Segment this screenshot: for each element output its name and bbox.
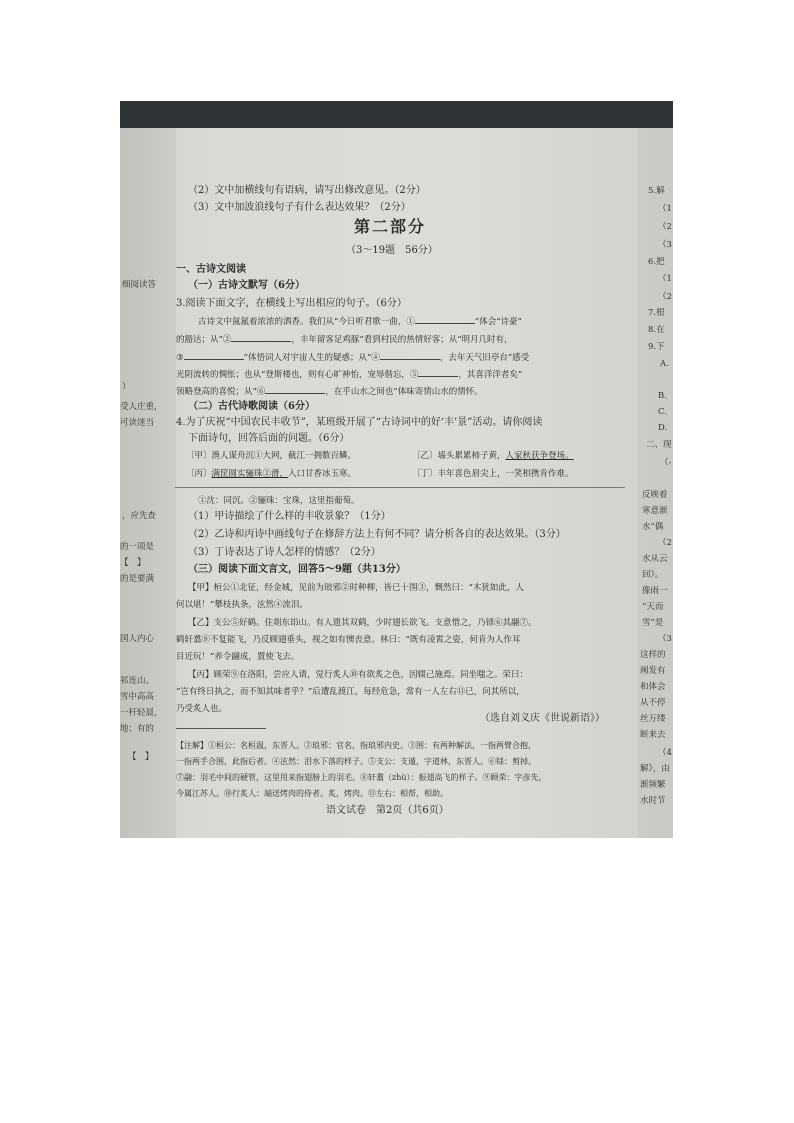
left-edge-text: 受人庄重， bbox=[120, 402, 163, 412]
q3-line bbox=[176, 383, 483, 399]
poem-ding: 〔丁〕丰年喜色眉尖上，一笑相携肯作难。 bbox=[412, 469, 574, 479]
answer-blank[interactable] bbox=[231, 331, 291, 342]
source-citation: （选自刘义庆《世说新语》） bbox=[480, 713, 605, 724]
footnote: 【注解】①桓公：名桓温，东晋人。②琅邪：官名，指琅邪内史。③围：有两种解法，一指两臂合抱， bbox=[176, 741, 536, 750]
question-2-2: （2）文中加横线句有语病，请写出修改意见。（2分） bbox=[188, 185, 426, 196]
passage-yi: 【乙】支公⑤好鹤。住剡东岇山。有人遗其双鹤，少时翅长欲飞。支意惜之，乃铩⑥其翮⑦。 bbox=[188, 618, 537, 628]
poem-text: 入口甘香冰玉寒。 bbox=[288, 469, 357, 479]
subsection-heading: （一）古诗文默写（6分） bbox=[188, 280, 305, 291]
right-edge-text: 8.在 bbox=[648, 325, 665, 335]
right-edge-text: 断来去 bbox=[640, 730, 666, 740]
q3-line bbox=[198, 313, 522, 329]
dark-background-band bbox=[120, 101, 673, 128]
q3-text: 古诗文中氤氲着浓浓的酒香。我们从“今日听君歌一曲，① bbox=[198, 317, 415, 327]
right-edge-text: 阐发有 bbox=[640, 666, 666, 676]
q3-text: ，丰年留客足鸡豚”看到村民的热情好客；从“明月几时有， bbox=[291, 335, 513, 345]
q3-text: ，其喜洋洋者矣” bbox=[458, 370, 523, 380]
poem-underlined: 人家秋获争登场。 bbox=[505, 451, 574, 461]
question-4-1: （1）甲诗描绘了什么样的丰收景象？（1分） bbox=[188, 511, 391, 522]
right-edge-text: 这样的 bbox=[640, 650, 666, 660]
divider bbox=[175, 487, 625, 488]
right-edge-text: 反映着 bbox=[642, 490, 668, 500]
right-edge-text: 渐频繁 bbox=[640, 780, 666, 790]
left-edge-text: ） bbox=[122, 382, 131, 392]
right-edge-text: 二、现 bbox=[646, 440, 672, 450]
passage-bing: 【丙】顾荣⑨在洛阳，尝应人请，觉行炙人⑩有欲炙之色，因辍己施焉。同坐嗤之。荣曰： bbox=[188, 670, 529, 680]
answer-blank[interactable] bbox=[415, 313, 475, 324]
right-edge-text: （2 bbox=[658, 222, 672, 232]
subsection-heading: （二）古代诗歌阅读（6分） bbox=[188, 401, 315, 412]
footnote: 一指两手合围，此指后者。④泫然：泪水下落的样子。⑤支公：支遁，字道林，东晋人。⑥铩：剪掉。 bbox=[176, 757, 536, 766]
left-edge-text: 细阅读答 bbox=[122, 280, 157, 290]
q3-text: 的豁达；从“② bbox=[176, 335, 232, 345]
poem-text: 〔乙〕墙头累累柿子黄， bbox=[412, 451, 506, 461]
poem-jia: 〔甲〕渔人谋舟沉①大网，截江一拥数百鳞。 bbox=[186, 451, 357, 461]
q3-line bbox=[176, 366, 522, 382]
right-edge-text: 像雨一 bbox=[642, 586, 668, 596]
passage-yi: 鹤轩翥⑧不复能飞，乃反顾翅垂头，视之如有懊丧意。林曰：“既有凌霄之姿，何肯为人作耳 bbox=[176, 635, 521, 645]
poem-bing bbox=[186, 467, 356, 481]
passage-bing: 乃受炙人也。 bbox=[176, 704, 228, 714]
right-edge-text: 雪”是 bbox=[642, 618, 664, 628]
right-edge-text: 5.解 bbox=[648, 186, 665, 196]
right-edge-text: （2 bbox=[658, 292, 672, 302]
right-edge-text: 6.把 bbox=[648, 257, 665, 267]
q3-text: ，在乎山水之间也”体味寄情山水的情怀。 bbox=[325, 387, 483, 397]
footnote-rule bbox=[176, 728, 266, 729]
right-edge-text: 从不停 bbox=[640, 698, 666, 708]
question-2-3: （3）文中加波浪线句子有什么表达效果？（2分） bbox=[188, 202, 411, 213]
q3-text: 领略登高的喜悦；从“⑥ bbox=[176, 387, 266, 397]
right-edge-text: B. bbox=[658, 391, 667, 401]
left-edge-text: ，应先查 bbox=[122, 511, 157, 521]
right-edge-text: D. bbox=[658, 423, 668, 433]
answer-blank[interactable] bbox=[265, 383, 325, 394]
left-edge-text: 雪中高高 bbox=[120, 692, 155, 702]
passage-yi: 目近玩！”养令翮成，置使飞去。 bbox=[176, 652, 300, 662]
right-edge-text: 水从云 bbox=[642, 554, 668, 564]
question-4-3: （3）丁诗表达了诗人怎样的情感？（2分） bbox=[188, 547, 381, 558]
left-edge-text: 可读迷当 bbox=[120, 418, 155, 428]
right-edge-text: 解》，由 bbox=[640, 764, 670, 774]
right-edge-text: （3 bbox=[658, 240, 672, 250]
passage-jia: 【甲】桓公①北征，经金城，见前为琅邪②时种柳，皆已十围③，慨然曰：“木犹如此，人 bbox=[188, 583, 524, 593]
part-range: （3～19题 56分） bbox=[346, 245, 438, 256]
right-edge-text: 水”偶 bbox=[642, 522, 664, 532]
left-edge-text: 国人内心 bbox=[120, 634, 155, 644]
right-edge-text: 7.根 bbox=[648, 308, 665, 318]
right-edge-text: （- bbox=[660, 458, 672, 468]
question-4-stem: 下面诗句，回答后面的问题。（6分） bbox=[188, 433, 350, 444]
left-edge-text: 【 】 bbox=[120, 558, 146, 568]
footnote: 今属江苏人。⑩行炙人：端送烤肉的侍者。炙，烤肉。⑪左右：相帮，相助。 bbox=[176, 789, 448, 798]
right-edge-text: 寒意渐 bbox=[642, 506, 668, 516]
poem-text: 〔丙〕 bbox=[186, 469, 212, 479]
q3-text: ，去年天气旧亭台”感受 bbox=[439, 353, 530, 363]
answer-blank[interactable] bbox=[418, 366, 458, 377]
footnote: ⑦翮：羽毛中间的硬管，这里用来指翅膀上的羽毛。⑧轩翥（zhù）：振翅高飞的样子。⑨顾荣：字彦先， bbox=[176, 773, 547, 782]
q3-text: ”体会“诗豪” bbox=[474, 317, 522, 327]
q3-text: ”体悟词人对宇宙人生的疑惑；从“④ bbox=[243, 353, 380, 363]
answer-blank[interactable] bbox=[380, 349, 440, 360]
left-edge-text: 祁连山。 bbox=[120, 676, 155, 686]
left-edge-text: 【 】 bbox=[128, 752, 154, 762]
question-4-2: （2）乙诗和丙诗中画线句子在修辞方法上有何不同？请分析各自的表达效果。（3分） bbox=[188, 529, 566, 540]
right-edge-text: （2 bbox=[658, 538, 672, 548]
scanned-photo bbox=[120, 101, 673, 838]
left-edge-text: 的是要满 bbox=[120, 574, 155, 584]
poem-yi bbox=[412, 449, 574, 463]
passage-jia: 何以堪！”攀枝执条，泫然④流泪。 bbox=[176, 600, 308, 610]
q3-text: ③ bbox=[176, 353, 184, 363]
right-edge-text: 9.下 bbox=[648, 342, 665, 352]
right-edge-text: 丝万缕 bbox=[640, 714, 666, 724]
q3-line bbox=[176, 349, 529, 365]
section-heading: 一、古诗文阅读 bbox=[176, 264, 246, 275]
right-edge-text: “天而 bbox=[642, 602, 664, 612]
subsection-heading: （三）阅读下面文言文，回答5～9题（共13分） bbox=[188, 564, 406, 575]
right-edge-text: 和体会 bbox=[640, 682, 666, 692]
right-edge-text: （1 bbox=[658, 204, 672, 214]
q3-text: 光阴流转的惆怅；也从“登斯楼也，则有心旷神怡，宠辱偕忘，⑤ bbox=[176, 370, 419, 380]
part-title: 第二部分 bbox=[354, 217, 427, 236]
passage-bing: “岂有终日执之，而不知其味者乎？”后遭乱渡江，每经危急，常有一人左右⑪已，问其所以， bbox=[176, 687, 525, 697]
poem-underlined: 满筐圆实骊珠②滑， bbox=[211, 469, 289, 479]
right-edge-text: （3 bbox=[658, 634, 672, 644]
right-edge-text: A. bbox=[660, 359, 669, 369]
right-edge-text: C. bbox=[658, 407, 667, 417]
page-footer: 语文试卷 第2页（共6页） bbox=[326, 805, 449, 816]
left-edge-text: 一杆轻晨， bbox=[120, 708, 163, 718]
question-3-stem: 3.阅读下面文字，在横线上写出相应的句子。（6分） bbox=[176, 298, 407, 309]
poem-notes: ①沈：同沉。②骊珠：宝珠，这里指葡萄。 bbox=[198, 496, 360, 506]
answer-blank[interactable] bbox=[184, 349, 244, 360]
left-edge-text: 地；有的 bbox=[120, 724, 155, 734]
right-edge-text: （4 bbox=[658, 748, 672, 758]
q3-line bbox=[176, 331, 513, 347]
question-4-stem: 4.为了庆祝“中国农民丰收节”，某班级开展了“古诗词中的好‘丰’景”活动。请你阅读 bbox=[176, 417, 543, 428]
left-edge-text: 的一项是 bbox=[120, 542, 155, 552]
right-edge-text: 水时节 bbox=[640, 796, 666, 806]
right-edge-text: （1 bbox=[658, 274, 672, 284]
right-edge-text: 回》。 bbox=[642, 570, 664, 580]
